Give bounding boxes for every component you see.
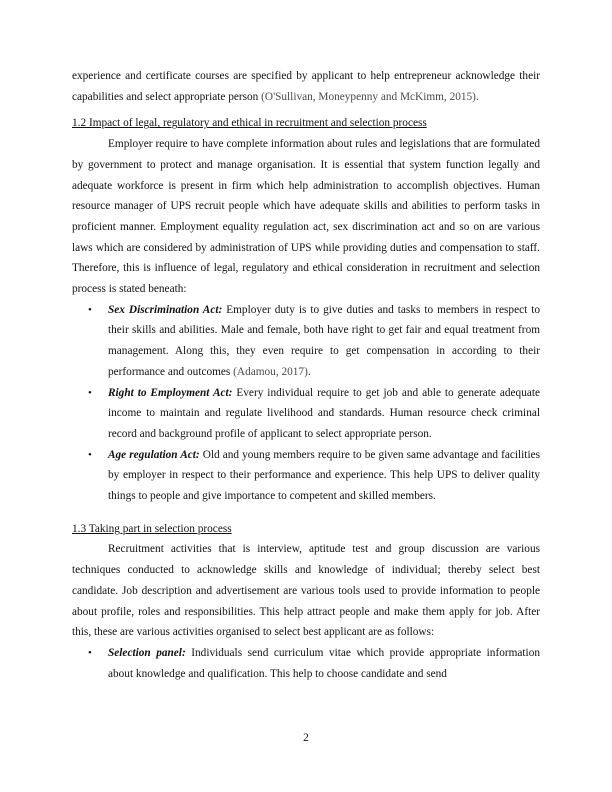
bullet-end: . [307,365,311,378]
intro-citation: (O'Sullivan, Moneypenny and McKimm, 2015) [261,90,476,103]
bullet-citation: (Adamou, 2017) [233,365,308,378]
section-heading-1-3: 1.3 Taking part in selection process [72,522,232,535]
list-item [88,445,540,507]
bullet-icon: • [88,448,92,461]
page-number: 2 [303,732,309,744]
intro-text: experience and certificate courses are specified by applicant to help entrepreneur acknowledge their capabilities and select appropriate person [72,70,540,103]
bullet-term: Age regulation Act: [108,448,200,461]
section-1-2-bullet-list [72,300,540,507]
section-1-2-paragraph: Employer require to have complete information about rules and legislations that are formulated by government to protect and manage organisation. It is essential that system function legally and adequate workforce is present in firm which help administration to accomplish objectives. Human resource manager of UPS recruit people which have adequate skills and abilities to perform tasks in proficient manner. Employment equality regulation act, sex discrimination act and so on are various laws which are considered by administration of UPS while providing duties and compensation to staff. Therefore, this is influence of legal, regulatory and ethical consideration in recruitment and selection process is stated beneath: [72,138,540,296]
bullet-icon: • [88,646,92,659]
bullet-text: Every individual require to get job and able to generate adequate income to maintain and regulate livelihood and standards. Human resource check criminal record and background profile of applicant to select appropriate person. [108,386,541,440]
section-1-3-paragraph: Recruitment activities that is interview, aptitude test and group discussion are various techniques conducted to acknowledge skills and knowledge of individual; thereby select best candidate. Job description and advertisement are various tools used to provide information to people about profile, roles and responsibilities. This help attract people and make them apply for job. After this, these are various activities organised to select best applicant are as follows: [72,543,540,639]
bullet-icon: • [88,386,92,399]
section-1-3-bullet-list [72,643,540,684]
document-page [72,66,540,684]
bullet-term: Right to Employment Act: [108,386,233,399]
list-item [88,383,541,445]
section-heading-1-2: 1.2 Impact of legal, regulatory and ethical in recruitment and selection process [72,117,427,130]
list-item [88,300,541,383]
intro-end: . [475,90,479,103]
intro-paragraph [72,66,540,107]
list-item [88,643,540,684]
bullet-term: Selection panel: [108,646,186,659]
bullet-term: Sex Discrimination Act: [108,303,223,316]
bullet-icon: • [88,303,92,316]
bullet-text: Employer duty is to give duties and tasks to members in respect to their skills and abilities. Male and female, both have right to get fair and equal treatment from management. Along this, they even require to get compensation in according to their performance and outcomes [108,303,541,378]
bullet-text: Old and young members require to be given same advantage and facilities by employer in respect to their performance and experience. This help UPS to deliver quality things to people and give importance to competent and skilled members. [108,448,540,503]
bullet-text: Individuals send curriculum vitae which provide appropriate information about knowledge and qualification. This help to choose candidate and send [108,646,540,680]
